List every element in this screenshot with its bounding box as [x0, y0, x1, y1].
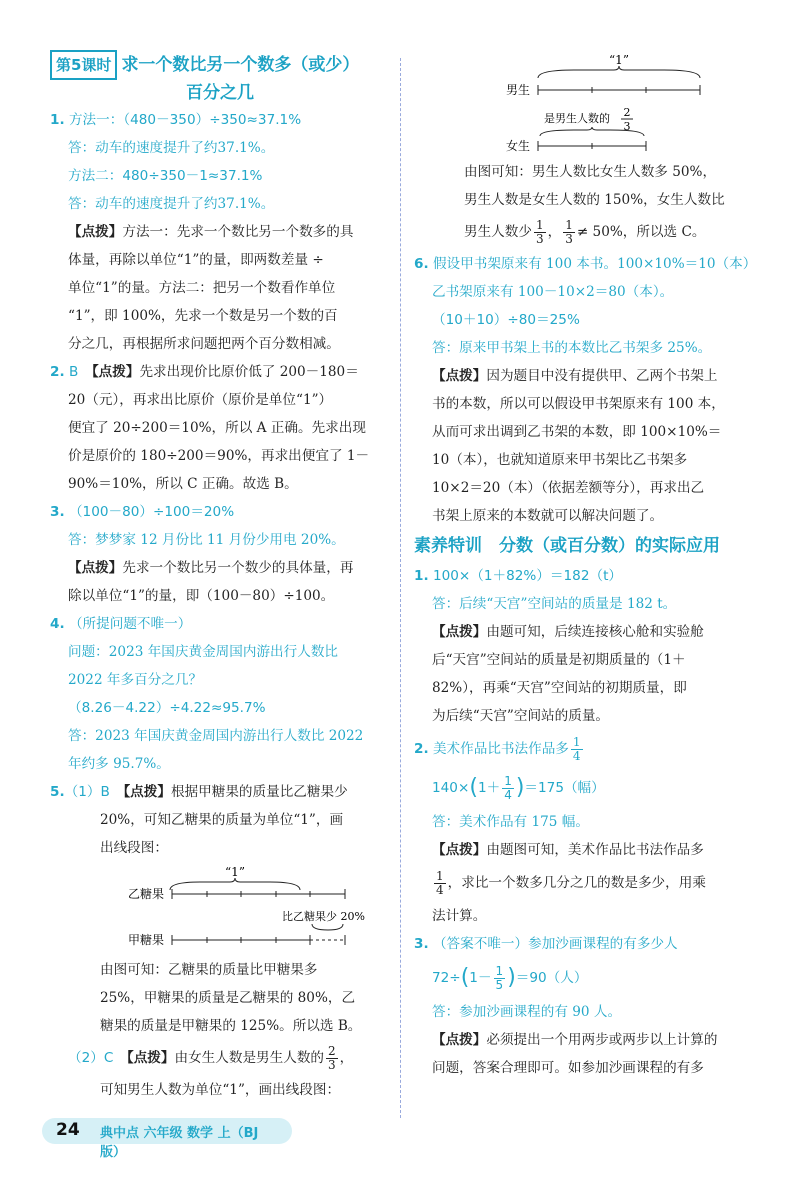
q6-hint-4: 10（本），也就知道原来甲书架比乙书架多 [432, 452, 688, 468]
diagram2-frac-n: 2 [623, 106, 631, 119]
q5-line-2: 20%，可知乙糖果的质量为单位“1”，画 [100, 812, 344, 828]
q2-hint-2: 20（元），再求出比原价（原价是单位“1”） [68, 392, 333, 408]
q6-line-4: 答：原来甲书架上书的本数比乙书架多 25%。 [432, 340, 712, 356]
q1-hint-5: 分之几，再根据所求问题把两个百分数相减。 [68, 336, 340, 352]
q4-answer-1: 答：2023 年国庆黄金周国内游出行人数比 2022 [68, 728, 364, 744]
s3-hint-2: 问题，答案合理即可。如参加沙画课程的有多 [432, 1060, 704, 1076]
right-column [414, 50, 757, 1082]
page-footer [42, 1118, 282, 1160]
q5-part1: 5.（1）B 【点拨】根据甲糖果的质量比乙糖果少 [50, 784, 348, 800]
q1-hint-1: 【点拨】方法一：先求一个数比另一个数多的具 [68, 224, 354, 240]
diagram2-mid-label: 是男生人数的 [544, 112, 610, 125]
q1-hint-2: 体量，再除以单位“1”的量，即两数差量 ÷ [68, 252, 324, 268]
q2-hint-3: 便宜了 20÷200＝10%，所以 A 正确。先求出现 [68, 420, 366, 436]
diagram2-unit-label: “1” [609, 53, 629, 67]
s1-equation: 1. 100×（1＋82%）＝182（t） [414, 568, 622, 584]
s1-hint-2: 后“天宫”空间站的质量是初期质量的（1＋ [432, 652, 686, 668]
q6-hint-6: 书架上原来的本数就可以解决问题了。 [432, 508, 664, 524]
q1-method1: 1. 方法一：（480－350）÷350≈37.1% [50, 112, 302, 128]
q4-question-2: 2022 年多百分之几？ [68, 672, 203, 688]
q3-hint-2: 除以单位“1”的量，即（100－80）÷100。 [68, 588, 335, 604]
diagram2-label-girls: 女生 [506, 139, 531, 153]
q6-hint-3: 从而可求出调到乙书架的本数，即 100×10%＝ [432, 424, 722, 440]
s2-hint-1: 【点拨】由题图可知，美术作品比书法作品多 [432, 842, 704, 858]
diagram-less-label: 比乙糖果少 20% [282, 910, 365, 923]
q6-line-1: 6. 假设甲书架原来有 100 本书。100×10%＝10（本） [414, 256, 757, 272]
s3-equation: 72÷(1－ $\frac{1}{5}$ )＝90（人） [432, 963, 588, 992]
s1-answer: 答：后续“天宫”空间站的质量是 182 t。 [432, 596, 677, 612]
s3-question: 3. （答案不唯一）参加沙画课程的有多少人 [414, 936, 678, 952]
s2-hint-3: 法计算。 [432, 908, 487, 924]
q1-answer2: 答：动车的速度提升了约37.1%。 [68, 196, 275, 212]
q4-note: 4. （所提问题不唯一） [50, 616, 192, 632]
q1-hint-3: 单位“1”的量。方法二：把另一个数看作单位 [68, 280, 336, 296]
q5-cont-1: 由图可知：男生人数比女生人数多 50%， [464, 164, 717, 180]
q5-line-6: 糖果的质量是甲糖果的 125%。所以选 B。 [100, 1018, 362, 1034]
s2-question: 2. 美术作品比书法作品多 $\frac{1}{4}$ [414, 735, 581, 763]
q3-answer: 答：梦梦家 12 月份比 11 月份少用电 20%。 [68, 532, 345, 548]
diagram2-brace [538, 66, 700, 78]
q5-part2: （2）C 【点拨】由女生人数是男生人数的 $\frac{2}{3}$ ， [68, 1044, 354, 1072]
lesson-title-line1: 求一个数比另一个数多（或少） [121, 55, 360, 75]
diagram2-frac-d: 3 [623, 120, 631, 133]
q1-method2: 方法二：480÷350－1≈37.1% [68, 168, 263, 184]
q3-equation: 3. （100－80）÷100＝20% [50, 504, 235, 520]
diagram-less-brace [312, 924, 343, 930]
column-divider [400, 58, 401, 1118]
q2-hint-4: 价是原价的 180÷200＝90%，再求出便宜了 1－ [68, 448, 370, 464]
diagram-label-yi: 乙糖果 [128, 887, 165, 901]
q6-line-3: （10＋10）÷80＝25% [432, 312, 580, 328]
q1-answer1: 答：动车的速度提升了约37.1%。 [68, 140, 275, 156]
q5-cont-2: 男生人数是女生人数的 150%，女生人数比 [464, 192, 725, 208]
q5-cont-3: 男生人数少 $\frac{1}{3}$ ， $\frac{1}{3}$ ≠ 50%，所以选 C。 [464, 218, 706, 246]
diagram-label-jia: 甲糖果 [128, 933, 165, 947]
section-title: 素养特训 分数（或百分数）的实际应用 [414, 536, 720, 556]
s3-answer: 答：参加沙画课程的有 90 人。 [432, 1004, 622, 1020]
q2-hint-5: 90%＝10%，所以 C 正确。故选 B。 [68, 476, 298, 492]
q4-equation: （8.26－4.22）÷4.22≈95.7% [68, 700, 266, 716]
q2-hint-1: 2. B 【点拨】先求出现价比原价低了 200－180＝ [50, 364, 359, 380]
s2-equation: 140×(1＋ $\frac{1}{4}$ )＝175（幅） [432, 773, 605, 802]
left-column [50, 50, 390, 1104]
q1-hint-4: “1”，即 100%，先求一个数是另一个数的百 [68, 308, 338, 324]
lesson-title-line2: 百分之几 [186, 83, 254, 103]
s2-answer: 答：美术作品有 175 幅。 [432, 814, 589, 830]
lesson-badge: 第5课时 [50, 50, 117, 80]
s3-hint-1: 【点拨】必须提出一个用两步或两步以上计算的 [432, 1032, 718, 1048]
page-number: 24 [56, 1120, 80, 1140]
diagram-unit-label: “1” [225, 865, 245, 879]
q3-hint-1: 【点拨】先求一个数比另一个数少的具体量，再 [68, 560, 354, 576]
q5-line-3: 出线段图： [100, 840, 168, 856]
candy-segment-diagram [50, 862, 390, 952]
q4-question-1: 问题：2023 年国庆黄金周国内游出行人数比 [68, 644, 339, 660]
lesson-title [50, 50, 390, 80]
s2-hint-2: $\frac{1}{4}$ ，求比一个数多几分之几的数是多少，用乘 [436, 869, 706, 897]
diagram-brace [170, 878, 300, 890]
q6-hint-1: 【点拨】因为题目中没有提供甲、乙两个书架上 [432, 368, 718, 384]
s1-hint-3: 82%），再乘“天宫”空间站的初期质量，即 [432, 680, 687, 696]
q6-hint-2: 书的本数，所以可以假设甲书架原来有 100 本， [432, 396, 725, 412]
s1-hint-4: 为后续“天宫”空间站的质量。 [432, 708, 610, 724]
q5-line-7: 可知男生人数为单位“1”，画出线段图： [100, 1082, 341, 1098]
fraction-two-thirds: $\frac{2}{3}$ [328, 1044, 336, 1072]
q4-answer-2: 年约多 95.7%。 [68, 756, 170, 772]
boys-girls-segment-diagram [414, 50, 752, 154]
diagram2-label-boys: 男生 [506, 83, 531, 97]
q5-line-5: 25%，甲糖果的质量是乙糖果的 80%，乙 [100, 990, 356, 1006]
q6-hint-5: 10×2＝20（本）（依据差额等分），再求出乙 [432, 480, 705, 496]
book-title: 典中点 六年级 数学 上（BJ 版） [100, 1126, 259, 1160]
q5-line-4: 由图可知：乙糖果的质量比甲糖果多 [100, 962, 318, 978]
s1-hint-1: 【点拨】由题可知，后续连接核心舱和实验舱 [432, 624, 704, 640]
q6-line-2: 乙书架原来有 100－10×2＝80（本）。 [432, 284, 674, 300]
